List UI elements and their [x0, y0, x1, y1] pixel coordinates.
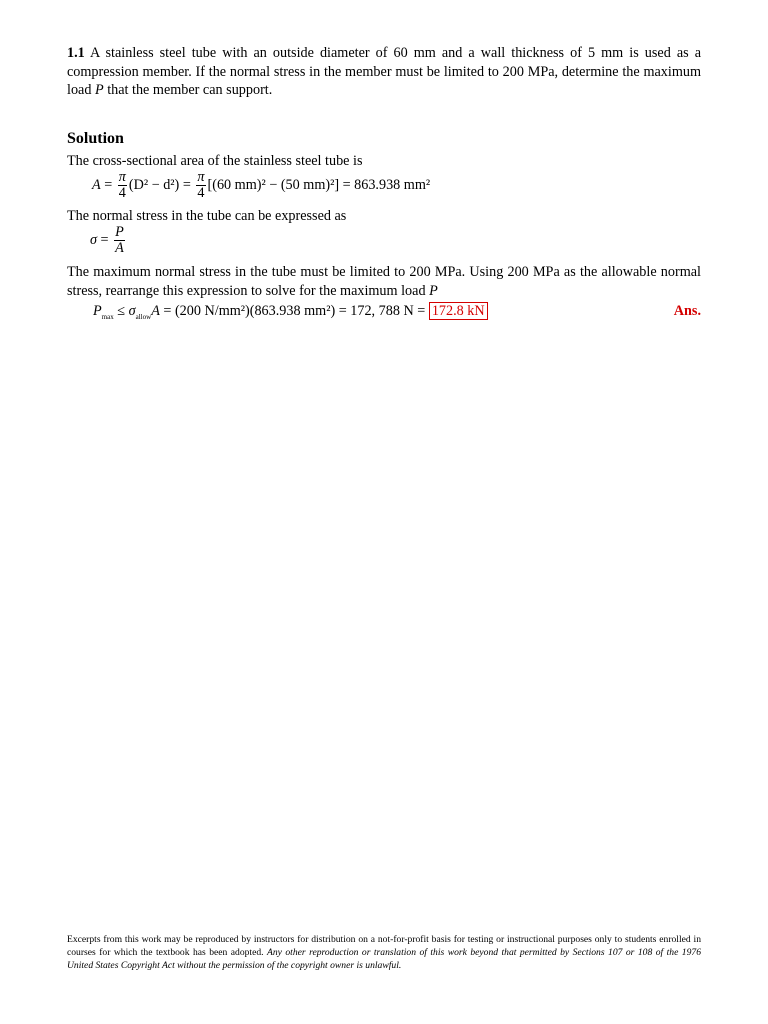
pi-over-4-fraction	[118, 170, 127, 201]
max-load-equation	[93, 303, 488, 321]
paragraph-max-load-symbol: P	[429, 282, 438, 299]
problem-statement	[67, 44, 701, 100]
allow-subscript: allow	[135, 312, 152, 321]
diameter-term: (D² − d²) =	[128, 176, 195, 193]
answer-box: 172.8 kN	[429, 302, 488, 320]
max-load-rhs: = (200 N/mm²)(863.938 mm²) = 172, 788 N =	[159, 303, 429, 319]
solution-heading: Solution	[67, 130, 124, 147]
fraction-numerator: π	[118, 169, 126, 185]
problem-text-1: A stainless steel tube with an outside diameter of 60 mm and a wall thickness of 5 mm is used as a compression member. If the normal stress in the member must be limited to 200 MPa, determine the maximum load	[67, 45, 702, 98]
solution-paragraph-max	[67, 263, 701, 300]
leq-sign: ≤	[113, 303, 129, 319]
problem-number: 1.1	[67, 45, 85, 61]
eq-sign: =	[100, 176, 116, 193]
fraction-numerator-p: P	[115, 224, 124, 240]
p-symbol: P	[93, 303, 102, 319]
paragraph-max-text: The maximum normal stress in the tube must be limited to 200 MPa. Using 200 MPa as the allowable normal stress, rearrange this expression to solve for the maximum load	[67, 264, 701, 299]
p-over-a-fraction	[114, 225, 125, 256]
fraction-denominator-2: 4	[197, 185, 205, 201]
problem-text-2: that the member can support.	[103, 82, 273, 98]
max-subscript: max	[101, 312, 114, 321]
solution-paragraph-area: The cross-sectional area of the stainless steel tube is	[67, 153, 363, 169]
answer-label: Ans.	[673, 303, 701, 319]
a-symbol: A	[151, 303, 160, 319]
sigma-allow-symbol: σ	[128, 303, 136, 319]
fraction-numerator-2: π	[197, 169, 205, 185]
area-result: [(60 mm)² − (50 mm)²] = 863.938 mm²	[207, 176, 431, 193]
eq-sign-2: =	[97, 231, 113, 248]
footer-italic-text: Any other reproduction or translation of this work beyond that permitted by Sections 107 or 108 of the 1976 United States Copyright Act without the permission of the copyright owner is unlawful.	[67, 947, 701, 971]
area-symbol: A	[92, 176, 101, 193]
copyright-footer	[67, 933, 701, 972]
area-equation	[92, 170, 430, 201]
footer-text: Excerpts from this work may be reproduced by instructors for distribution on a not-for-profit basis for testing or instructional purposes only to students enrolled in courses for which the textbook has been adopted.	[67, 934, 701, 958]
sigma-symbol: σ	[90, 231, 97, 248]
pi-over-4-fraction-2	[196, 170, 205, 201]
problem-load-symbol: P	[94, 82, 104, 98]
solution-paragraph-stress: The normal stress in the tube can be expressed as	[67, 208, 347, 224]
stress-equation	[90, 225, 127, 256]
fraction-denominator-a: A	[115, 240, 124, 256]
fraction-denominator: 4	[118, 185, 126, 201]
